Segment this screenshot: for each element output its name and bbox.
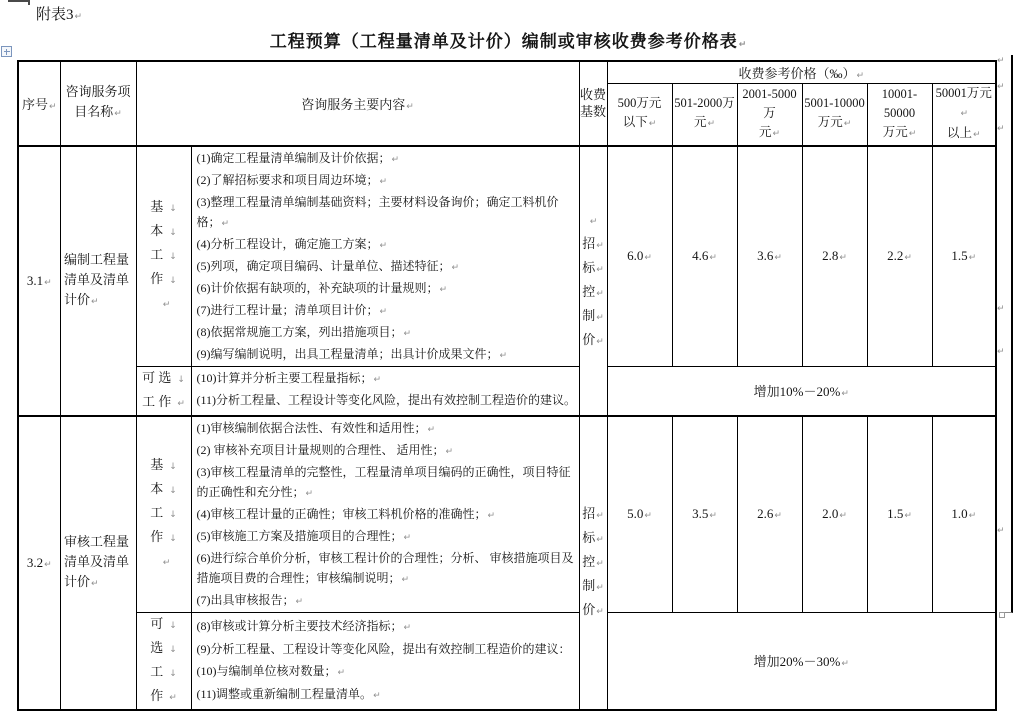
text-line: (7)出具审核报告；↵ — [196, 592, 304, 607]
paragraph-mark: ↵ — [379, 176, 388, 187]
cell-price-3-1-range-6: 1.5↵ — [932, 146, 996, 367]
paragraph-mark: ↵ — [379, 240, 388, 251]
cell-optional-content-3-1 — [191, 366, 579, 416]
paragraph-mark: ↵ — [114, 109, 122, 120]
paragraph-mark: ↵ — [391, 154, 400, 165]
text-line: 价↵ — [582, 331, 604, 347]
paragraph-mark: ↵ — [162, 558, 171, 568]
header-price-range-3 — [737, 83, 802, 146]
paragraph-mark: ↵ — [997, 347, 1005, 357]
page-corner-fragment — [8, 0, 30, 5]
text-line: (11)调整或重新编制工程量清单。↵ — [196, 687, 381, 701]
paragraph-mark: ↵ — [973, 129, 981, 140]
text-line: 招↵ — [582, 235, 604, 251]
text-line: 控↵ — [582, 283, 604, 299]
paragraph-mark: ↵ — [487, 510, 496, 521]
line-break-mark: ↓ — [169, 668, 177, 679]
text-line: 作 ↵ — [150, 687, 177, 703]
paragraph-mark: ↵ — [403, 622, 412, 633]
text-line: (4)分析工程设计，确定施工方案；↵ — [196, 236, 388, 251]
page-title: 工程预算（工程量清单及计价）编制或审核收费参考价格表↵ — [269, 32, 748, 51]
header-service-content: 咨询服务主要内容↵ — [136, 61, 579, 146]
text-line: 以上↵ — [946, 125, 981, 140]
line-break-mark: ↓ — [169, 620, 177, 631]
table-resize-handle[interactable] — [999, 612, 1005, 618]
paragraph-mark: ↵ — [177, 398, 185, 409]
cell-optional-note-3-2: 增加20%－30%↵ — [607, 612, 996, 710]
paragraph-mark: ↵ — [44, 559, 52, 570]
text-line: 工 ↓ — [150, 663, 177, 679]
paragraph-mark: ↵ — [839, 253, 847, 263]
line-break-mark: ↓ — [169, 534, 177, 544]
paragraph-mark: ↵ — [843, 119, 852, 129]
header-price-range-1 — [607, 83, 672, 146]
cell-optional-content-3-2 — [191, 612, 579, 710]
paragraph-mark: ↵ — [997, 82, 1005, 92]
paragraph-mark: ↵ — [968, 253, 977, 263]
text-line: 元↵ — [693, 115, 716, 129]
paragraph-mark: ↵ — [451, 262, 460, 273]
line-break-mark: ↓ — [169, 252, 177, 262]
text-line: (8)审核或计算分析主要技术经济指标；↵ — [196, 618, 412, 633]
paragraph-mark: ↵ — [644, 253, 652, 263]
cell-price-3-2-range-2: 3.5↵ — [672, 416, 737, 613]
paragraph-mark: ↵ — [841, 659, 849, 669]
paragraph-mark: ↵ — [379, 306, 388, 317]
text-line: (9)分析工程量、工程设计等变化风险，提出有效控制工程造价的建议： — [196, 642, 571, 656]
paragraph-mark: ↵ — [968, 511, 977, 521]
header-price-range-4 — [802, 83, 867, 146]
text-line: 基 ↓ — [150, 199, 177, 214]
line-break-mark: ↓ — [169, 276, 177, 286]
paragraph-mark: ↵ — [596, 264, 604, 275]
text-line: 可 选 ↓ — [142, 369, 185, 385]
page-margin-line — [1004, 55, 1013, 613]
text-line: 5001-10000 — [804, 96, 865, 110]
line-break-mark: ↓ — [177, 374, 185, 385]
text-line: 控↵ — [582, 553, 604, 569]
paragraph-mark: ↵ — [406, 101, 414, 112]
cell-price-3-1-range-2: 4.6↵ — [672, 146, 737, 367]
paragraph-mark: ↵ — [403, 328, 412, 339]
text-line: (1)审核编制依据合法性、有效性和适用性；↵ — [196, 420, 436, 435]
text-line: 标↵ — [582, 259, 604, 275]
text-line: (4)审核工程计量的正确性；审核工料机价格的准确性；↵ — [196, 506, 496, 521]
text-line: 基 ↓ — [150, 457, 177, 472]
cell-basic-content-3-1 — [191, 146, 579, 367]
cell-optional-note-3-1: 增加10%－20%↵ — [607, 366, 996, 416]
text-line: 10001-50000 — [881, 86, 918, 120]
line-break-mark: ↓ — [169, 510, 177, 520]
line-break-mark: ↓ — [169, 486, 177, 496]
paragraph-mark: ↵ — [91, 296, 99, 307]
paragraph-mark: ↵ — [904, 511, 912, 521]
text-line: 工 作 ↵ — [142, 393, 185, 409]
text-line — [137, 550, 191, 574]
paragraph-mark: ↵ — [774, 511, 782, 521]
paragraph-mark: ↵ — [709, 511, 717, 521]
text-line: 本 ↓ — [150, 481, 177, 496]
paragraph-mark: ↵ — [997, 56, 1005, 66]
paragraph-mark: ↵ — [596, 510, 604, 521]
text-line: (2)了解招标要求和项目周边环境；↵ — [196, 172, 388, 187]
text-line: 制↵ — [582, 577, 604, 593]
cell-price-3-2-range-3: 2.6↵ — [737, 416, 802, 613]
paragraph-mark: ↵ — [596, 606, 604, 617]
cell-price-3-2-range-1: 5.0↵ — [607, 416, 672, 613]
text-line: 工 ↓ — [150, 247, 177, 262]
cell-seq-3-2: 3.2↵ — [18, 416, 60, 710]
cell-price-3-1-range-4: 2.8↵ — [802, 146, 867, 367]
text-line — [580, 209, 607, 233]
cell-fee-base-3-2 — [579, 416, 607, 710]
text-line: (10)计算并分析主要工程量指标；↵ — [196, 370, 382, 385]
paragraph-mark: ↵ — [295, 596, 304, 607]
text-line: 万元↵ — [882, 124, 917, 139]
cell-price-3-2-range-6: 1.0↵ — [932, 416, 996, 613]
text-line: (5)列项，确定项目编码、计量单位、描述特征；↵ — [196, 258, 460, 273]
cell-price-3-1-range-5: 2.2↵ — [867, 146, 932, 367]
cell-fee-base-3-1 — [579, 146, 607, 416]
text-line: (2) 审核补充项目计量规则的合理性、 适用性；↵ — [196, 442, 454, 457]
paragraph-mark: ↵ — [997, 304, 1005, 314]
header-price-group: 收费参考价格（‰）↵ — [607, 61, 996, 83]
paragraph-mark: ↵ — [841, 389, 849, 399]
paragraph-mark: ↵ — [908, 128, 917, 139]
paragraph-mark: ↵ — [439, 284, 448, 295]
header-seq: 序号↵ — [18, 61, 60, 146]
text-line — [137, 292, 191, 316]
text-line: (10)与编制单位核对数量；↵ — [196, 663, 346, 678]
paragraph-mark: ↵ — [596, 312, 604, 323]
paragraph-mark: ↵ — [427, 424, 436, 435]
text-line: (5)审核施工方案及措施项目的合理性；↵ — [196, 528, 412, 543]
text-line: (6)计价依据有缺项的，补充缺项的计量规则；↵ — [196, 280, 448, 295]
cell-basic-content-3-2 — [191, 416, 579, 613]
cell-price-3-1-range-1: 6.0↵ — [607, 146, 672, 367]
paragraph-mark: ↵ — [772, 128, 781, 139]
paragraph-mark: ↵ — [445, 446, 454, 457]
cell-price-3-2-range-5: 1.5↵ — [867, 416, 932, 613]
text-line: 选 ↓ — [150, 639, 177, 655]
header-price-range-6 — [932, 83, 996, 146]
text-line: 501-2000万 — [674, 96, 735, 110]
paragraph-mark: ↵ — [997, 124, 1005, 134]
paragraph-mark: ↵ — [499, 350, 508, 361]
text-line: 价↵ — [582, 601, 604, 617]
line-break-mark: ↓ — [169, 228, 177, 238]
line-break-mark: ↓ — [169, 644, 177, 655]
text-line: 基数 — [579, 104, 606, 120]
attachment-label: 附表3↵ — [36, 7, 83, 23]
paragraph-mark: ↵ — [589, 216, 598, 227]
paragraph-mark: ↵ — [596, 558, 604, 569]
text-line: (3)审核工程量清单的完整性，工程量清单项目编码的正确性，项目特征的正确性和充分性；↵ — [196, 464, 571, 499]
paragraph-mark: ↵ — [774, 253, 782, 263]
cell-work-type-basic-3-1 — [136, 146, 191, 367]
cell-service-name-3-1: 编制工程量清单及清单计价↵ — [60, 146, 136, 416]
text-line: (1)确定工程量清单编制及计价依据；↵ — [196, 150, 400, 165]
paragraph-mark: ↵ — [401, 574, 410, 585]
paragraph-mark: ↵ — [738, 40, 748, 50]
text-line: (6)进行综合单价分析，审核工程计价的合理性；分析、 审核措施项目及措施项目费的合理性；审核编制说明；↵ — [196, 550, 574, 585]
paragraph-mark: ↵ — [74, 12, 83, 22]
cell-service-name-3-2: 审核工程量清单及清单计价↵ — [60, 416, 136, 710]
paragraph-mark: ↵ — [648, 119, 657, 129]
paragraph-mark: ↵ — [960, 108, 969, 119]
paragraph-mark: ↵ — [373, 691, 381, 701]
text-line: 2001-5000万 — [742, 86, 797, 120]
paragraph-mark: ↵ — [997, 526, 1005, 536]
cell-seq-3-1: 3.1↵ — [18, 146, 60, 416]
paragraph-mark: ↵ — [44, 277, 52, 288]
text-line: 万元↵ — [817, 115, 852, 129]
text-line: 招↵ — [582, 505, 604, 521]
paragraph-mark: ↵ — [162, 300, 171, 310]
text-line: 元↵ — [758, 124, 781, 139]
text-line: (7)进行工程计量；清单项目计价；↵ — [196, 302, 388, 317]
text-line: (3)整理工程量清单编制基础资料；主要材料设备询价；确定工料机价格；↵ — [196, 194, 559, 229]
header-price-range-5 — [867, 83, 932, 146]
text-line: 收费 — [579, 87, 606, 103]
text-line: 制↵ — [582, 307, 604, 323]
text-line: (8)依据常规施工方案，列出措施项目；↵ — [196, 324, 412, 339]
paragraph-mark: ↵ — [91, 578, 99, 589]
paragraph-mark: ↵ — [221, 218, 230, 229]
text-line: 作 ↓ — [150, 529, 177, 544]
text-line: 标↵ — [582, 529, 604, 545]
header-service-name: 咨询服务项目名称↵ — [60, 61, 136, 146]
paragraph-mark: ↵ — [373, 374, 382, 385]
cell-work-type-basic-3-2 — [136, 416, 191, 613]
cell-price-3-1-range-3: 3.6↵ — [737, 146, 802, 367]
paragraph-mark: ↵ — [856, 70, 865, 81]
header-fee-base — [579, 61, 607, 146]
cell-work-type-optional-3-2 — [136, 612, 191, 710]
paragraph-mark: ↵ — [596, 288, 604, 299]
fee-reference-table — [17, 60, 997, 711]
paragraph-mark: ↵ — [904, 253, 912, 263]
text-line: 作 ↓ — [150, 271, 177, 286]
paragraph-mark: ↵ — [337, 667, 346, 678]
text-line: 可 ↓ — [150, 615, 177, 631]
text-line: 500万元 — [617, 96, 662, 110]
cell-work-type-optional-3-1 — [136, 366, 191, 416]
paragraph-mark: ↵ — [305, 488, 314, 499]
text-line: (11)分析工程量、工程设计等变化风险，提出有效控制工程造价的建议。 — [196, 392, 577, 407]
header-price-range-2 — [672, 83, 737, 146]
paragraph-mark: ↵ — [596, 336, 604, 347]
cell-price-3-2-range-4: 2.0↵ — [802, 416, 867, 613]
text-line: 50001万元↵ — [935, 85, 992, 119]
paragraph-mark: ↵ — [169, 692, 177, 703]
text-line: 本 ↓ — [150, 223, 177, 238]
paragraph-mark: ↵ — [709, 253, 717, 263]
line-break-mark: ↓ — [169, 204, 177, 214]
paragraph-mark: ↵ — [403, 532, 412, 543]
line-break-mark: ↓ — [169, 462, 177, 472]
paragraph-mark: ↵ — [707, 119, 716, 129]
text-line: 工 ↓ — [150, 505, 177, 520]
paragraph-mark: ↵ — [596, 534, 604, 545]
paragraph-mark: ↵ — [48, 101, 57, 112]
paragraph-mark: ↵ — [644, 511, 652, 521]
text-line: (9)编写编制说明，出具工程量清单；出具计价成果文件；↵ — [196, 346, 508, 361]
paragraph-mark: ↵ — [596, 582, 604, 593]
text-line: 以下↵ — [622, 115, 657, 129]
paragraph-mark: ↵ — [839, 511, 847, 521]
paragraph-mark: ↵ — [596, 240, 604, 251]
